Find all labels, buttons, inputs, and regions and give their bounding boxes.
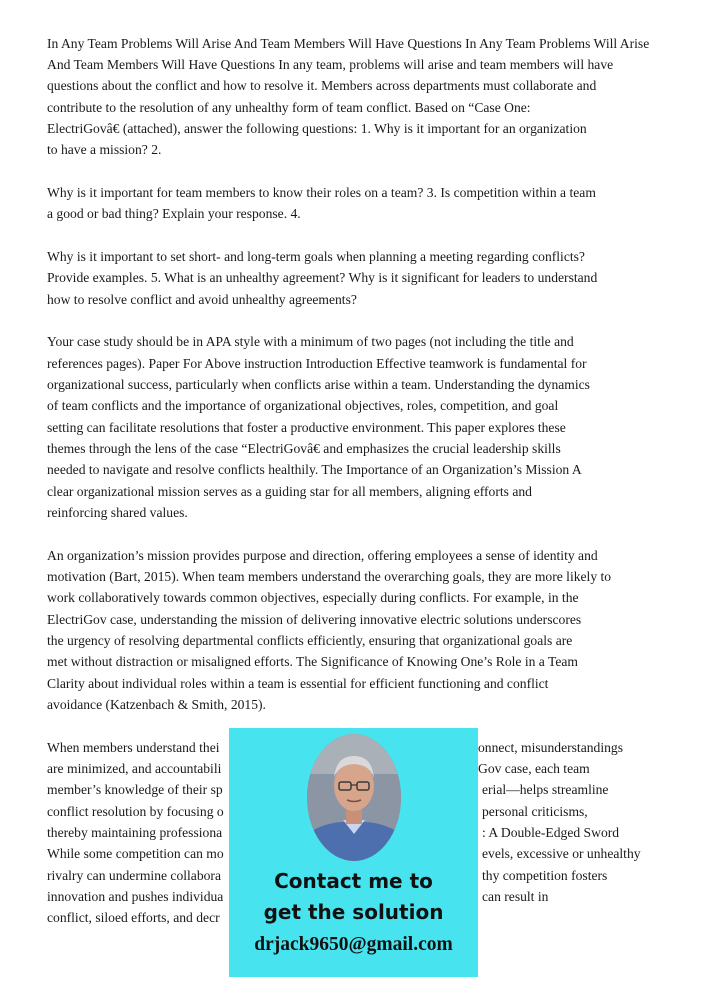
text-line: While some competition can mo	[47, 846, 224, 861]
text-line: thy competition fosters	[482, 868, 608, 883]
text-line: Gov case, each team	[478, 761, 590, 776]
text-line: erial—helps streamline	[482, 782, 609, 797]
text-line: questions about the conflict and how to resolve it. Members across departments must collaborate and	[47, 78, 597, 93]
promo-headline-line2: get the solution	[263, 900, 444, 924]
text-line: how to resolve conflict and avoid unhealthy agreements?	[47, 292, 357, 307]
text-line: avoidance (Katzenbach & Smith, 2015).	[47, 697, 266, 712]
text-line: contribute to the resolution of any unhealthy form of team conflict. Based on “Case One:	[47, 100, 531, 115]
text-line: Provide examples. 5. What is an unhealthy agreement? Why is it significant for leaders to understand	[47, 270, 598, 285]
promo-headline-line1: Contact me to	[274, 869, 433, 893]
text-line: to have a mission? 2.	[47, 142, 162, 157]
text-line: themes through the lens of the case “ElectriGovâ€ and emphasizes the crucial leadership skills	[47, 441, 561, 456]
text-line: Why is it important for team members to know their roles on a team? 3. Is competition within a team	[47, 185, 596, 200]
text-line: And Team Members Will Have Questions In any team, problems will arise and team members will have	[47, 57, 614, 72]
text-line: member’s knowledge of their sp	[47, 782, 223, 797]
text-line: can result in	[482, 889, 549, 904]
contact-promo-banner[interactable]	[229, 728, 478, 977]
text-line: a good or bad thing? Explain your response. 4.	[47, 206, 301, 221]
text-line: personal criticisms,	[482, 804, 588, 819]
text-line: rivalry can undermine collabora	[47, 868, 221, 883]
text-line: When members understand thei	[47, 740, 220, 755]
person-portrait-icon	[307, 734, 401, 861]
text-line: of team conflicts and the importance of organizational objectives, roles, competition, and goal	[47, 398, 559, 413]
text-line: clear organizational mission serves as a guiding star for all members, aligning efforts and	[47, 484, 532, 499]
text-line: needed to navigate and resolve conflicts healthily. The Importance of an Organization’s Mission A	[47, 462, 582, 477]
text-line: ElectriGov case, understanding the mission of delivering innovative electric solutions underscores	[47, 612, 582, 627]
text-line: Why is it important to set short- and long-term goals when planning a meeting regarding conflicts?	[47, 249, 585, 264]
text-line: the urgency of resolving departmental conflicts efficiently, ensuring that organizational goals are	[47, 633, 573, 648]
text-line: innovation and pushes individua	[47, 889, 224, 904]
text-line: onnect, misunderstandings	[478, 740, 623, 755]
text-line: conflict, siloed efforts, and decr	[47, 910, 220, 925]
contact-email-link[interactable]: drjack9650@gmail.com	[254, 934, 453, 955]
text-line: organizational success, particularly when conflicts arise within a team. Understanding the dynamics	[47, 377, 590, 392]
text-line: motivation (Bart, 2015). When team members understand the overarching goals, they are more likely to	[47, 569, 612, 584]
text-line: Your case study should be in APA style with a minimum of two pages (not including the title and	[47, 334, 574, 349]
text-line: thereby maintaining professiona	[47, 825, 223, 840]
text-line: references pages). Paper For Above instruction Introduction Effective teamwork is fundamental for	[47, 356, 587, 371]
text-line: met without distraction or misaligned efforts. The Significance of Knowing One’s Role in a Team	[47, 654, 578, 669]
author-photo	[307, 734, 401, 861]
text-line: ElectriGovâ€ (attached), answer the following questions: 1. Why is it important for an organization	[47, 121, 587, 136]
text-line: evels, excessive or unhealthy	[482, 846, 641, 861]
text-line: : A Double-Edged Sword	[482, 825, 620, 840]
text-line: work collaboratively towards common objectives, especially during conflicts. For example, in the	[47, 590, 579, 605]
text-line: In Any Team Problems Will Arise And Team Members Will Have Questions In Any Team Problems Will Arise	[47, 36, 650, 51]
text-line: Clarity about individual roles within a team is essential for efficient functioning and conflict	[47, 676, 549, 691]
text-line: are minimized, and accountabili	[47, 761, 222, 776]
text-line: conflict resolution by focusing o	[47, 804, 224, 819]
text-line: An organization’s mission provides purpose and direction, offering employees a sense of identity and	[47, 548, 598, 563]
text-line: setting can facilitate resolutions that foster a productive environment. This paper explores these	[47, 420, 566, 435]
text-line: reinforcing shared values.	[47, 505, 188, 520]
